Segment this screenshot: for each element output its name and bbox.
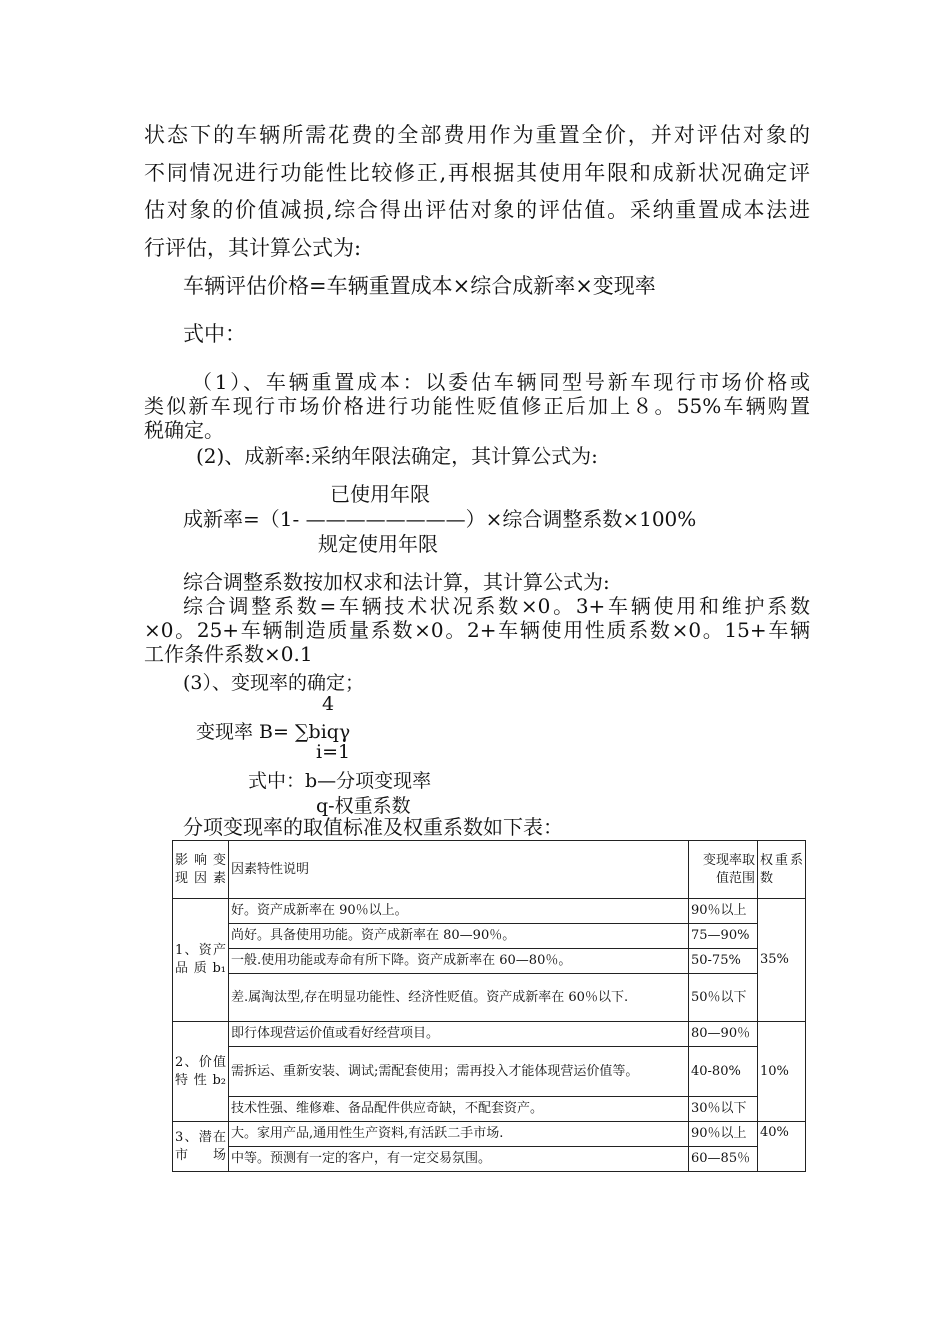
range-cell: 75—90% — [689, 924, 758, 949]
factor-cell-3: 3、潜在市场 — [173, 1122, 229, 1172]
weight-cell-3: 40% — [758, 1122, 806, 1172]
desc-cell: 一般.使用功能或寿命有所下降。资产成新率在 60—80％。 — [229, 949, 689, 974]
factors-table — [172, 840, 806, 1172]
desc-cell: 中等。预测有一定的客户，有一定交易氛围。 — [229, 1147, 689, 1172]
intro-line-2: 不同情况进行功能性比较修正,再根据其使用年限和成新状况确定评 — [144, 160, 810, 185]
header-desc: 因素特性说明 — [229, 841, 689, 899]
desc-cell: 技术性强、维修难、备品配件供应奇缺，不配套资产。 — [229, 1097, 689, 1122]
intro-line-3: 估对象的价值减损,综合得出评估对象的评估值。采纳重置成本法进 — [144, 198, 810, 222]
range-cell: 80—90％ — [689, 1022, 758, 1047]
table-row — [173, 1097, 806, 1122]
cx-denominator: 规定使用年限 — [318, 532, 438, 556]
item2-heading: (2)、成新率:采纳年限法确定，其计算公式为: — [196, 444, 598, 468]
header-weight: 权重系数 — [758, 841, 806, 899]
header-factor: 影响变现因素 — [173, 841, 229, 899]
table-row — [173, 924, 806, 949]
range-cell: 90％以上 — [689, 1122, 758, 1147]
bx-lower-limit: i=1 — [316, 741, 351, 763]
adjust-paragraph — [144, 570, 810, 666]
table-row — [173, 1122, 806, 1147]
factor-cell-1: 1、资产品质b₁ — [173, 899, 229, 1022]
range-cell: 60—85％ — [689, 1147, 758, 1172]
table-row — [173, 974, 806, 1022]
header-range: 变现率取值范围 — [689, 841, 758, 899]
desc-cell: 需拆运、重新安装、调试;需配套使用；需再投入才能体现营运价值等。 — [229, 1047, 689, 1097]
factor-cell-2: 2、价值特性b₂ — [173, 1022, 229, 1122]
range-cell: 50-75% — [689, 949, 758, 974]
weight-cell-2: 10% — [758, 1022, 806, 1122]
desc-cell: 好。资产成新率在 90％以上。 — [229, 899, 689, 924]
range-cell: 90％以上 — [689, 899, 758, 924]
table-row — [173, 899, 806, 924]
adjust-line-1: 综合调整系数按加权求和法计算，其计算公式为: — [183, 570, 610, 594]
range-cell: 40-80% — [689, 1047, 758, 1097]
table-row — [173, 1022, 806, 1047]
bx-where-b: 式中：b—分项变现率 — [248, 770, 432, 792]
cx-formula: 成新率=（1- ————————）×综合调整系数×100% — [183, 507, 697, 531]
desc-cell: 大。家用产品,通用性生产资料,有活跃二手市场. — [229, 1122, 689, 1147]
adjust-line-2: 综合调整系数=车辆技术状况系数×0。3+车辆使用和维护系数 — [183, 594, 810, 618]
adjust-line-4: 工作条件系数×0.1 — [144, 642, 313, 666]
table-row — [173, 1047, 806, 1097]
item1-paragraph — [144, 370, 810, 442]
item3-heading: (3）、变现率的确定； — [183, 672, 365, 694]
table-row — [173, 949, 806, 974]
range-cell: 50％以下 — [689, 974, 758, 1022]
intro-paragraph — [144, 117, 810, 267]
desc-cell: 尚好。具备使用功能。资产成新率在 80—90％。 — [229, 924, 689, 949]
table-intro: 分项变现率的取值标准及权重系数如下表： — [183, 815, 563, 839]
item1-line-1: （1）、车辆重置成本：以委估车辆同型号新车现行市场价格或 — [192, 370, 810, 394]
table-header-row — [173, 841, 806, 899]
desc-cell: 差.属淘汰型,存在明显功能性、经济性贬值。资产成新率在 60％以下. — [229, 974, 689, 1022]
range-cell: 30％以下 — [689, 1097, 758, 1122]
intro-line-4: 行评估，其计算公式为: — [144, 235, 362, 260]
item1-line-2: 类似新车现行市场价格进行功能性贬值修正后加上８。55%车辆购置 — [144, 394, 810, 418]
desc-cell: 即行体现营运价值或看好经营项目。 — [229, 1022, 689, 1047]
bx-formula: 变现率 B= ∑biqγ — [196, 721, 351, 743]
bx-where-q: q-权重系数 — [316, 795, 411, 817]
adjust-line-3: ×0。25+车辆制造质量系数×0。2+车辆使用性质系数×0。15+车辆 — [144, 618, 810, 642]
item1-line-3: 税确定。 — [144, 418, 224, 442]
intro-line-1: 状态下的车辆所需花费的全部费用作为重置全价，并对评估对象的 — [144, 123, 810, 147]
weight-cell-1: 35% — [758, 899, 806, 1022]
cx-numerator: 已使用年限 — [330, 482, 430, 506]
table-row — [173, 1147, 806, 1172]
main-formula: 车辆评估价格=车辆重置成本×综合成新率×变现率 — [183, 274, 656, 298]
where-label: 式中： — [183, 322, 246, 346]
bx-upper-limit: 4 — [322, 693, 335, 715]
